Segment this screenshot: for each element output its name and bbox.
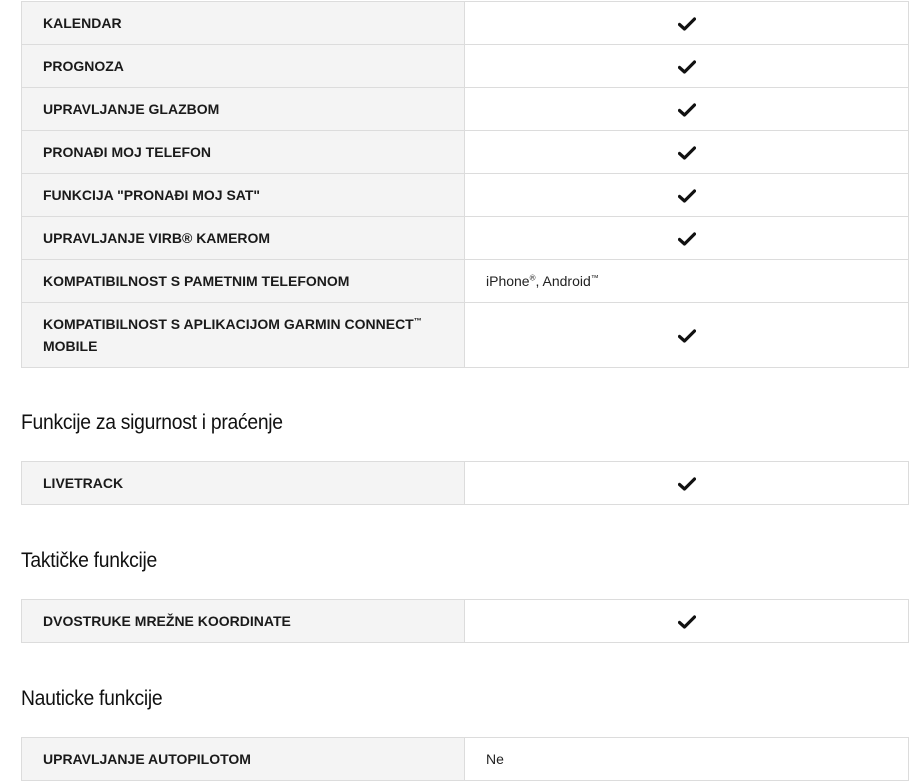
section-heading-tactical: Taktičke funkcije	[21, 549, 157, 572]
section-heading-safety: Funkcije za sigurnost i praćenje	[21, 411, 283, 434]
section-heading-nautical: Nauticke funkcije	[21, 687, 163, 710]
trademark-mark: ™	[590, 273, 599, 283]
table-row	[22, 45, 909, 88]
row-value	[465, 600, 909, 643]
table-row	[22, 600, 909, 643]
table-row	[22, 2, 909, 45]
row-label	[22, 303, 465, 368]
table-row	[22, 217, 909, 260]
table-row	[22, 260, 909, 303]
row-value	[465, 462, 909, 505]
checkmark-icon	[678, 189, 696, 203]
row-value	[465, 174, 909, 217]
row-value	[465, 303, 909, 368]
row-value	[465, 260, 909, 303]
checkmark-icon	[678, 329, 696, 343]
checkmark-icon	[678, 103, 696, 117]
row-label: KOMPATIBILNOST S PAMETNIM TELEFONOM	[22, 260, 465, 303]
row-label: UPRAVLJANJE VIRB® KAMEROM	[22, 217, 465, 260]
label-part: MOBILE	[43, 338, 98, 354]
checkmark-icon	[678, 60, 696, 74]
table-row	[22, 174, 909, 217]
checkmark-icon	[678, 477, 696, 491]
table-row	[22, 131, 909, 174]
row-label: UPRAVLJANJE GLAZBOM	[22, 88, 465, 131]
row-label: PROGNOZA	[22, 45, 465, 88]
checkmark-icon	[678, 615, 696, 629]
row-value	[465, 217, 909, 260]
value-part: , Android	[535, 273, 591, 289]
row-value	[465, 2, 909, 45]
row-label: PRONAĐI MOJ TELEFON	[22, 131, 465, 174]
table-row	[22, 303, 909, 368]
smart-features-table	[21, 1, 909, 368]
registered-mark: ®	[529, 273, 536, 283]
row-value	[465, 45, 909, 88]
row-label: LIVETRACK	[22, 462, 465, 505]
row-label: UPRAVLJANJE AUTOPILOTOM	[22, 738, 465, 781]
value-part: iPhone	[486, 273, 530, 289]
checkmark-icon	[678, 232, 696, 246]
trademark-mark: ™	[413, 316, 422, 326]
row-label: DVOSTRUKE MREŽNE KOORDINATE	[22, 600, 465, 643]
checkmark-icon	[678, 146, 696, 160]
row-value	[465, 131, 909, 174]
row-label: FUNKCIJA "PRONAĐI MOJ SAT"	[22, 174, 465, 217]
table-row	[22, 88, 909, 131]
safety-table	[21, 461, 909, 505]
row-value: Ne	[465, 738, 909, 781]
tactical-table	[21, 599, 909, 643]
row-label: KALENDAR	[22, 2, 465, 45]
table-row	[22, 462, 909, 505]
row-value	[465, 88, 909, 131]
table-row	[22, 738, 909, 781]
nautical-table	[21, 737, 909, 781]
label-part: KOMPATIBILNOST S APLIKACIJOM GARMIN CONNECT	[43, 316, 414, 332]
checkmark-icon	[678, 17, 696, 31]
